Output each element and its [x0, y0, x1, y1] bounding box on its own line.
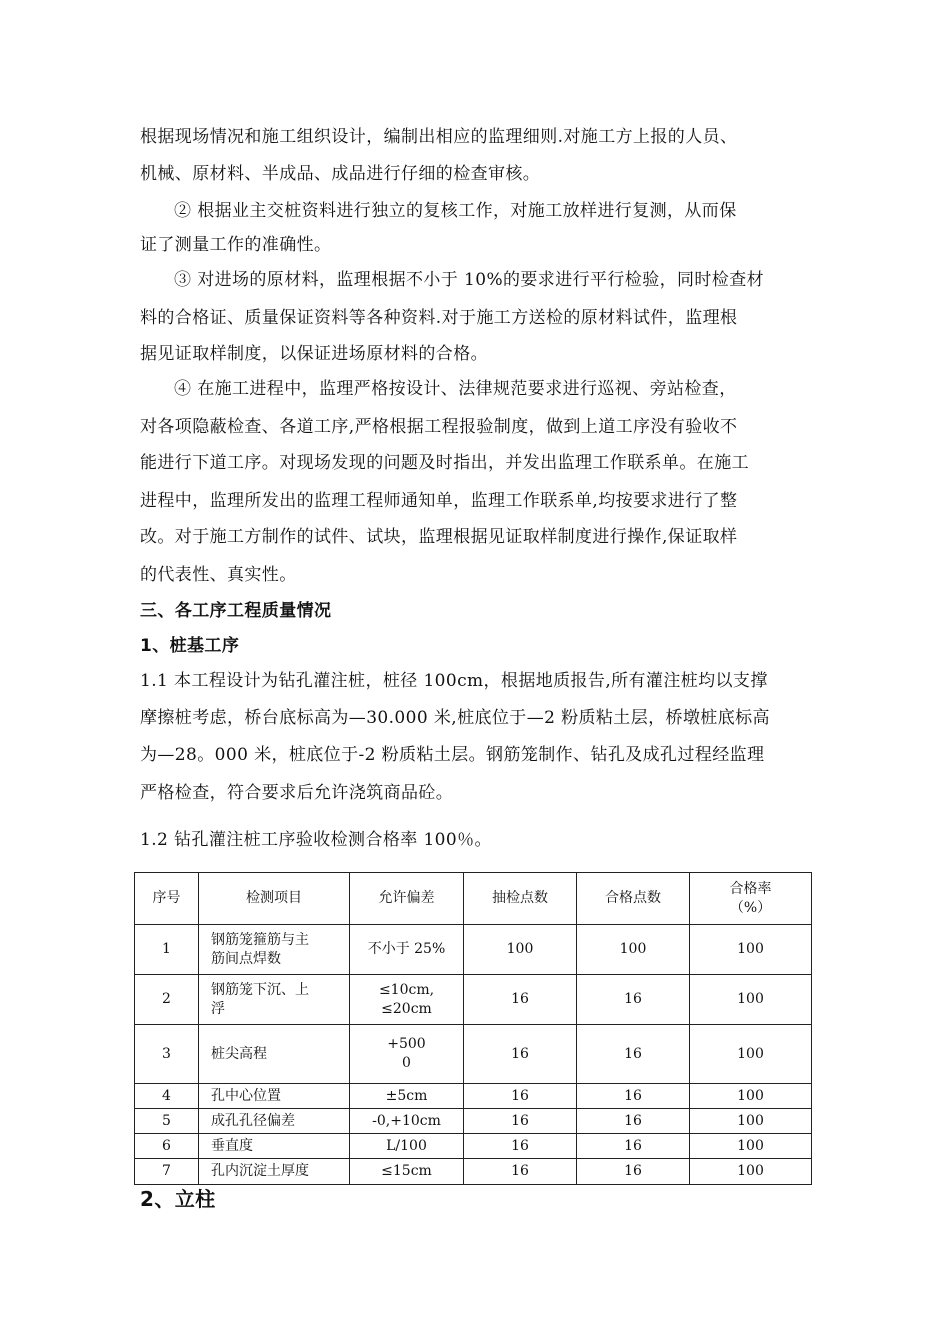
cell-pass: 16 — [577, 1109, 690, 1134]
header-cell: 允许偏差 — [350, 873, 464, 925]
table-row — [135, 1084, 812, 1109]
section-heading: 三、各工序工程质量情况 — [140, 601, 332, 621]
cell-item — [199, 975, 350, 1025]
table-row — [135, 1134, 812, 1159]
paragraph-line: ④ 在施工进程中，监理严格按设计、法律规范要求进行巡视、旁站检查， — [174, 379, 737, 399]
paragraph-line: 据见证取样制度，以保证进场原材料的合格。 — [140, 344, 488, 364]
cell-pass: 16 — [577, 1159, 690, 1185]
header-cell: 合格点数 — [577, 873, 690, 925]
paragraph-line: 1.1 本工程设计为钻孔灌注桩，桩径 100cm，根据地质报告,所有灌注桩均以支撑 — [140, 671, 768, 691]
cell-sample: 16 — [464, 1084, 577, 1109]
paragraph-line: 的代表性、真实性。 — [140, 565, 297, 585]
paragraph-line: 摩擦桩考虑，桥台底标高为—30.000 米,桩底位于—2 粉质粘土层，桥墩桩底标高 — [140, 708, 770, 728]
header-rate-unit: （%） — [729, 899, 772, 916]
cell-item-line: 钢筋笼下沉、上 — [211, 981, 309, 998]
table-header-row — [135, 873, 812, 925]
cell-pass: 16 — [577, 1025, 690, 1084]
paragraph-line: ③ 对进场的原材料，监理根据不小于 10%的要求进行平行检验，同时检查材 — [174, 270, 764, 290]
paragraph-line: 为—28。000 米，桩底位于-2 粉质粘土层。钢筋笼制作、钻孔及成孔过程经监理 — [140, 745, 765, 765]
paragraph-line: 对各项隐蔽检查、各道工序,严格根据工程报验制度，做到上道工序没有验收不 — [140, 417, 738, 437]
paragraph-line: ② 根据业主交桩资料进行独立的复核工作，对施工放样进行复测，从而保 — [174, 201, 737, 221]
paragraph-line: 改。对于施工方制作的试件、试块，监理根据见证取样制度进行操作,保证取样 — [140, 527, 738, 547]
cell-no: 6 — [135, 1134, 199, 1159]
cell-sample: 16 — [464, 975, 577, 1025]
cell-sample: 16 — [464, 1109, 577, 1134]
cell-pass: 16 — [577, 1084, 690, 1109]
subsection-heading: 2、立柱 — [140, 1187, 216, 1211]
cell-sample: 16 — [464, 1134, 577, 1159]
paragraph-line: 证了测量工作的准确性。 — [140, 235, 332, 255]
cell-pass: 16 — [577, 975, 690, 1025]
header-cell: 检测项目 — [199, 873, 350, 925]
cell-tolerance: 不小于 25% — [350, 925, 464, 975]
cell-sample: 16 — [464, 1025, 577, 1084]
paragraph-line: 能进行下道工序。对现场发现的问题及时指出，并发出监理工作联系单。在施工 — [140, 453, 749, 473]
paragraph-line: 机械、原材料、半成品、成品进行仔细的检查审核。 — [140, 164, 541, 184]
paragraph-line: 进程中，监理所发出的监理工程师通知单，监理工作联系单,均按要求进行了整 — [140, 491, 738, 511]
cell-sample: 100 — [464, 925, 577, 975]
cell-rate: 100 — [690, 1159, 812, 1185]
table-row — [135, 1109, 812, 1134]
cell-rate: 100 — [690, 975, 812, 1025]
cell-item-line: 浮 — [211, 1000, 225, 1017]
paragraph-line: 料的合格证、质量保证资料等各种资料.对于施工方送检的原材料试件，监理根 — [140, 308, 738, 328]
cell-rate: 100 — [690, 1134, 812, 1159]
cell-no: 2 — [135, 975, 199, 1025]
cell-rate: 100 — [690, 1109, 812, 1134]
table-row — [135, 975, 812, 1025]
inspection-table — [134, 872, 812, 1185]
subsection-heading: 1、桩基工序 — [140, 636, 240, 656]
cell-item: 成孔孔径偏差 — [199, 1109, 350, 1134]
table-row — [135, 1025, 812, 1084]
cell-tolerance — [350, 1025, 464, 1084]
cell-tolerance: ≤15cm — [350, 1159, 464, 1185]
cell-tolerance-line: ≤20cm — [381, 1000, 432, 1017]
paragraph-line: 严格检查，符合要求后允许浇筑商品砼。 — [140, 783, 454, 803]
cell-item — [199, 925, 350, 975]
cell-rate: 100 — [690, 1084, 812, 1109]
header-rate-line: 合格率 — [729, 880, 772, 897]
cell-no: 4 — [135, 1084, 199, 1109]
cell-rate: 100 — [690, 1025, 812, 1084]
cell-rate: 100 — [690, 925, 812, 975]
cell-tolerance: L/100 — [350, 1134, 464, 1159]
table-row — [135, 925, 812, 975]
cell-tolerance — [350, 975, 464, 1025]
cell-item-line: 钢筋笼箍筋与主 — [211, 931, 309, 948]
cell-no: 3 — [135, 1025, 199, 1084]
header-cell: 序号 — [135, 873, 199, 925]
cell-tolerance: ±5cm — [350, 1084, 464, 1109]
table-row — [135, 1159, 812, 1185]
paragraph-line: 根据现场情况和施工组织设计，编制出相应的监理细则.对施工方上报的人员、 — [140, 127, 738, 147]
cell-item: 孔中心位置 — [199, 1084, 350, 1109]
cell-tolerance-line: +500 — [387, 1036, 426, 1052]
cell-item: 桩尖高程 — [199, 1025, 350, 1084]
cell-no: 5 — [135, 1109, 199, 1134]
header-cell — [690, 873, 812, 925]
cell-tolerance-line: ≤10cm, — [378, 981, 435, 998]
cell-no: 7 — [135, 1159, 199, 1185]
cell-item: 垂直度 — [199, 1134, 350, 1159]
paragraph-line: 1.2 钻孔灌注桩工序验收检测合格率 100％。 — [140, 830, 492, 850]
cell-pass: 16 — [577, 1134, 690, 1159]
cell-tolerance: -0,+10cm — [350, 1109, 464, 1134]
cell-pass: 100 — [577, 925, 690, 975]
cell-no: 1 — [135, 925, 199, 975]
header-cell: 抽检点数 — [464, 873, 577, 925]
cell-item-line: 筋间点焊数 — [211, 950, 281, 967]
cell-tolerance-line: 0 — [402, 1055, 411, 1071]
cell-sample: 16 — [464, 1159, 577, 1185]
cell-item: 孔内沉淀土厚度 — [199, 1159, 350, 1185]
